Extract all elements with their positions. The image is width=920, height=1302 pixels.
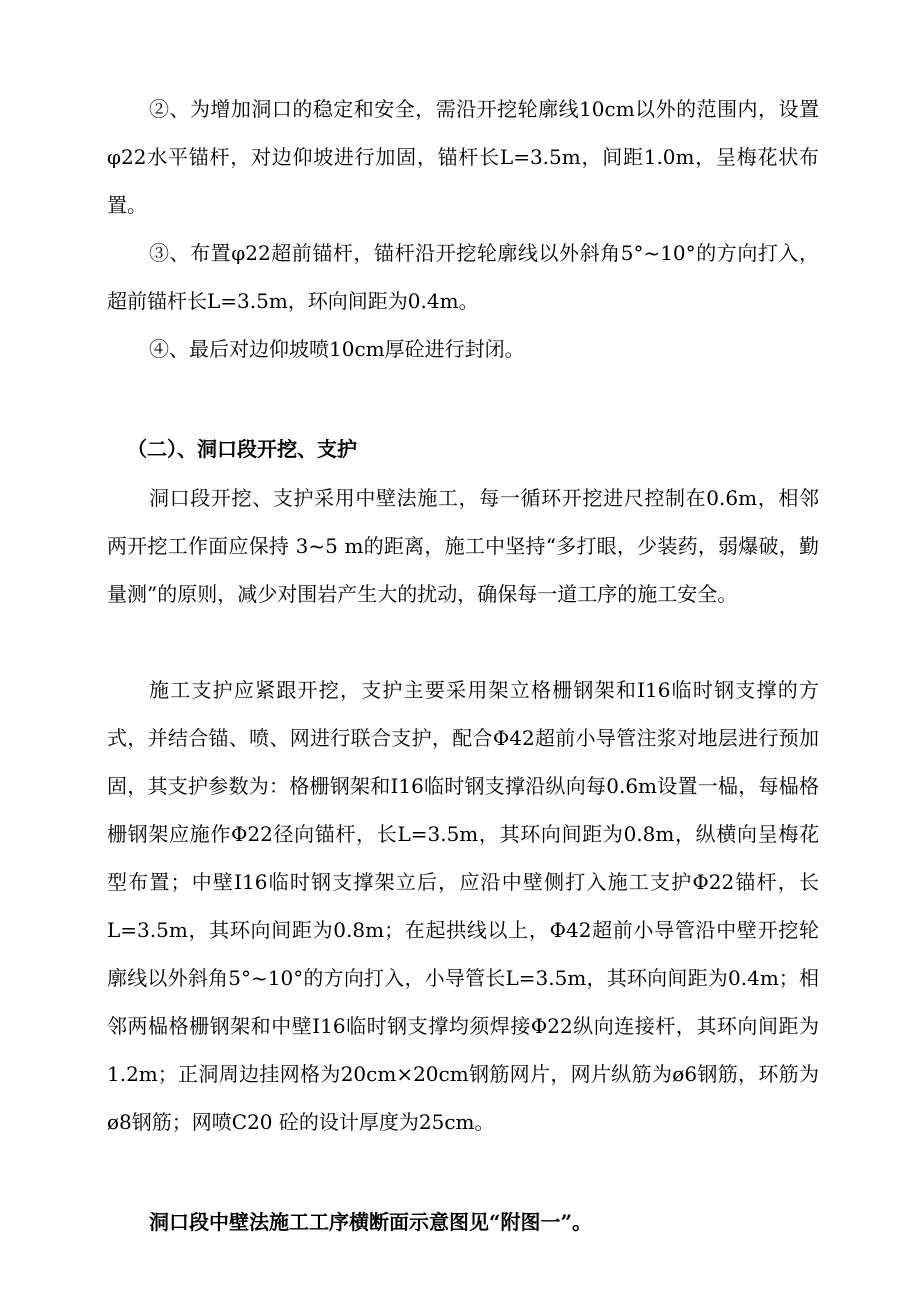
section-heading: （二）、洞口段开挖、支护 xyxy=(127,437,357,461)
paragraph-shotcrete-seal: ④、最后对边仰坡喷10cm厚砼进行封闭。 xyxy=(149,337,525,361)
paragraph-excavation-method: 洞口段开挖、支护采用中壁法施工，每一循环开挖进尺控制在0.6m，相邻两开挖工作面应保持 3~5 m的距离，施工中坚持“多打眼，少装药，弱爆破，勤量测”的原则，减少对围岩产生大的扰动，确保每一道工序的施工安全。 xyxy=(107,486,819,606)
paragraph-support-parameters: 施工支护应紧跟开挖，支护主要采用架立格栅钢架和I16临时钢支撑的方式，并结合锚、喷、网进行联合支护，配合Φ42超前小导管注浆对地层进行预加固，其支护参数为：格栅钢架和I16临时钢支撑沿纵向每0.6m设置一榀，每榀格栅钢架应施作Φ22径向锚杆，长L=3.5m，其环向间距为0.8m，纵横向呈梅花型布置；中壁I16临时钢支撑架立后，应沿中壁侧打入施工支护Φ22锚杆，长L=3.5m，其环向间距为0.8m；在起拱线以上，Φ42超前小导管沿中壁开挖轮廓线以外斜角5°~10°的方向打入，小导管长L=3.5m，其环向间距为0.4m；相邻两榀格栅钢架和中壁I16临时钢支撑均须焊接Φ22纵向连接杆，其环向间距为1.2m；正洞周边挂网格为20cm×20cm钢筋网片，网片纵筋为ø6钢筋，环筋为ø8钢筋；网喷C20 砼的设计厚度为25cm。 xyxy=(107,678,819,1134)
paragraph-advance-anchor-bolt: ③、布置φ22超前锚杆，锚杆沿开挖轮廓线以外斜角5°~10°的方向打入，超前锚杆长L=3.5m，环向间距为0.4m。 xyxy=(107,241,819,313)
paragraph-anchor-bolt-horizontal: ②、为增加洞口的稳定和安全，需沿开挖轮廓线10cm以外的范围内，设置φ22水平锚杆，对边仰坡进行加固，锚杆长L=3.5m，间距1.0m，呈梅花状布置。 xyxy=(107,97,819,217)
figure-reference: 洞口段中壁法施工工序横断面示意图见“附图一”。 xyxy=(149,1210,593,1234)
